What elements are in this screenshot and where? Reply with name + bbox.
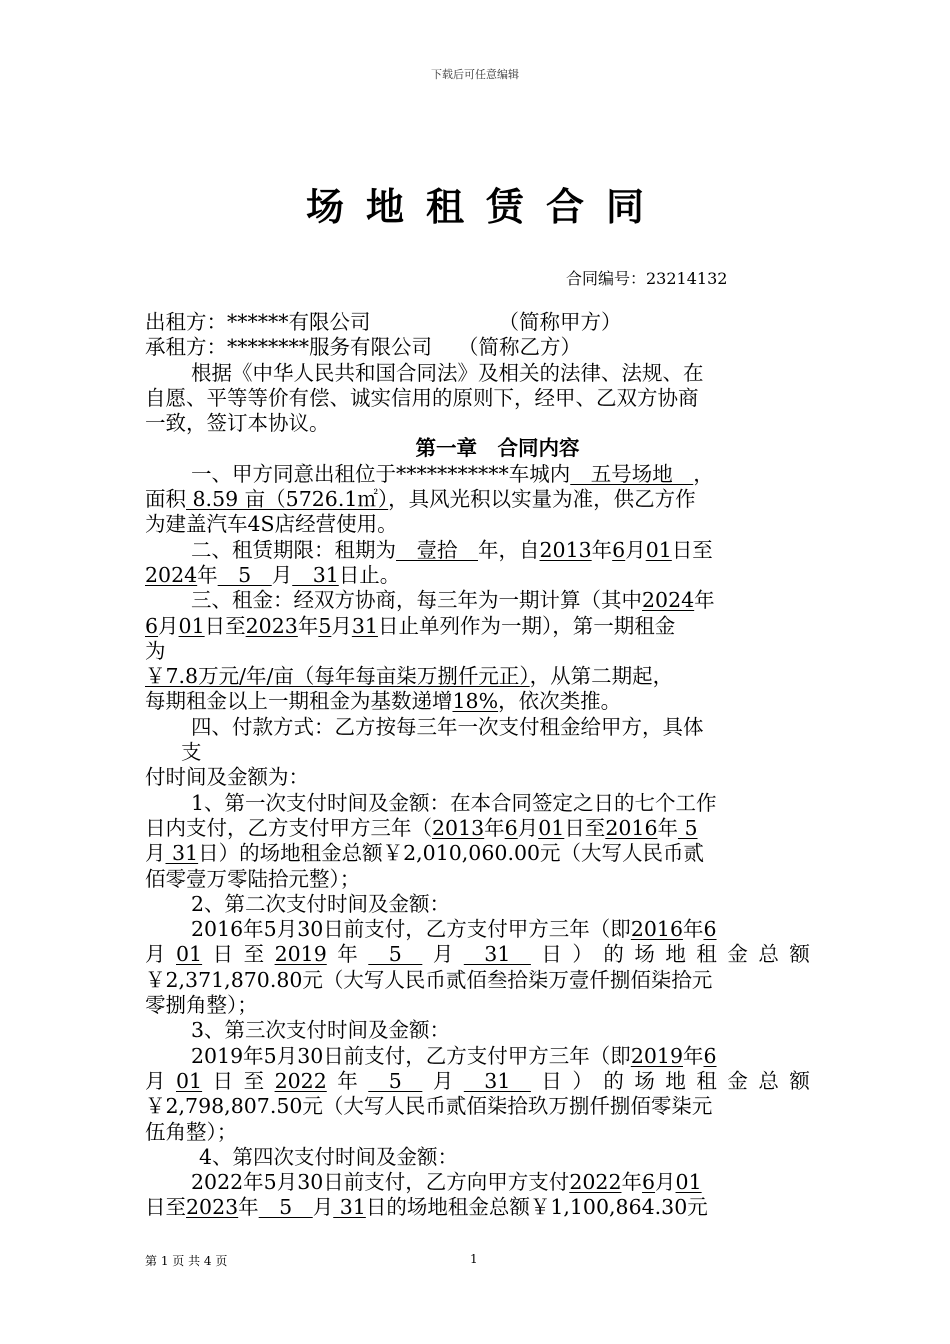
lessor-line: 出租方：******有限公司 （简称甲方） (145, 310, 622, 334)
clause-3: 三、租金：经双方协商，每三年为一期计算（其中2024年 (191, 588, 715, 613)
payment-4: 日至2023年 5 月 31日的场地租金总额￥1,100,864.30元 (145, 1195, 708, 1220)
payment-2: 月 01 日 至 2019 年 5 月 31 日 ） 的 场 地 租 金 总 额 (145, 942, 810, 967)
clause-2: 2024年 5 月 31日止。 (145, 562, 401, 587)
payment-3: ￥2,798,807.50元（大写人民币贰佰柒拾玖万捌仟捌佰零柒元 (145, 1094, 713, 1119)
payment-1: 月 31日）的场地租金总额￥2,010,060.00元（大写人民币贰 (145, 841, 705, 866)
payment-1: 日内支付，乙方支付甲方三年（2013年6月01日至2016年 5 (145, 815, 698, 840)
chapter-title: 第一章 合同内容 (415, 436, 580, 461)
clause-3: 为 (145, 638, 166, 663)
clause-1: 一、甲方同意出租位于***********车城内 五号场地 ， (191, 461, 714, 486)
clause-3: ￥7.8万元/年/亩（每年每亩柒万捌仟元正），从第二期起， (145, 664, 674, 689)
contract-number: 合同编号：23214132 (566, 269, 728, 288)
contract-body (145, 310, 810, 1221)
clause-3: 每期租金以上一期租金为基数递增18%，依次类推。 (145, 689, 622, 714)
preamble-line: 自愿、平等等价有偿、诚实信用的原则下，经甲、乙双方协商 (145, 385, 699, 410)
payment-3: 2019年5月30日前支付，乙方支付甲方三年（即2019年6 (191, 1043, 717, 1068)
payment-1: 1、第一次支付时间及金额：在本合同签定之日的七个工作 (191, 790, 717, 815)
payment-4: 2022年5月30日前支付，乙方向甲方支付2022年6月01 (191, 1170, 702, 1195)
clause-3: 6月01日至2023年5月31日止单列作为一期），第一期租金 (145, 613, 676, 638)
clause-4: 支 (181, 740, 202, 765)
clause-1: 为建盖汽车4S店经营使用。 (145, 512, 398, 537)
clause-4: 四、付款方式：乙方按每三年一次支付租金给甲方，具体 (191, 714, 704, 739)
payment-2: 2、第二次支付时间及金额： (191, 891, 451, 916)
lessee-line: 承租方：********服务有限公司 （简称乙方） (145, 335, 581, 360)
payment-3: 3、第三次支付时间及金额： (191, 1018, 451, 1043)
payment-2: 2016年5月30日前支付，乙方支付甲方三年（即2016年6 (191, 917, 717, 942)
payment-3: 伍角整）； (145, 1119, 238, 1144)
page-count: 第 1 页 共 4 页 (145, 1254, 228, 1268)
header-note: 下载后可任意编辑 (431, 68, 519, 81)
preamble-line: 根据《中华人民共和国合同法》及相关的法律、法规、在 (191, 360, 704, 385)
page-title: 场地租赁合同 (305, 184, 666, 229)
clause-2: 二、租赁期限：租期为 壹拾 年，自2013年6月01日至 (191, 537, 713, 562)
payment-2: ￥2,371,870.80元（大写人民币贰佰叁拾柒万壹仟捌佰柒拾元 (145, 967, 713, 992)
clause-4: 付时间及金额为： (145, 765, 309, 790)
payment-4: 4、第四次支付时间及金额： (199, 1144, 459, 1169)
clause-1: 面积 8.59 亩（5726.1㎡），具风光积以实量为准，供乙方作 (145, 487, 696, 512)
page-number: 1 (470, 1252, 478, 1266)
preamble-line: 一致，签订本协议。 (145, 411, 330, 436)
payment-1: 佰零壹万零陆拾元整）； (145, 866, 361, 891)
payment-3: 月 01 日 至 2022 年 5 月 31 日 ） 的 场 地 租 金 总 额 (145, 1068, 810, 1093)
payment-2: 零捌角整）； (145, 993, 258, 1018)
